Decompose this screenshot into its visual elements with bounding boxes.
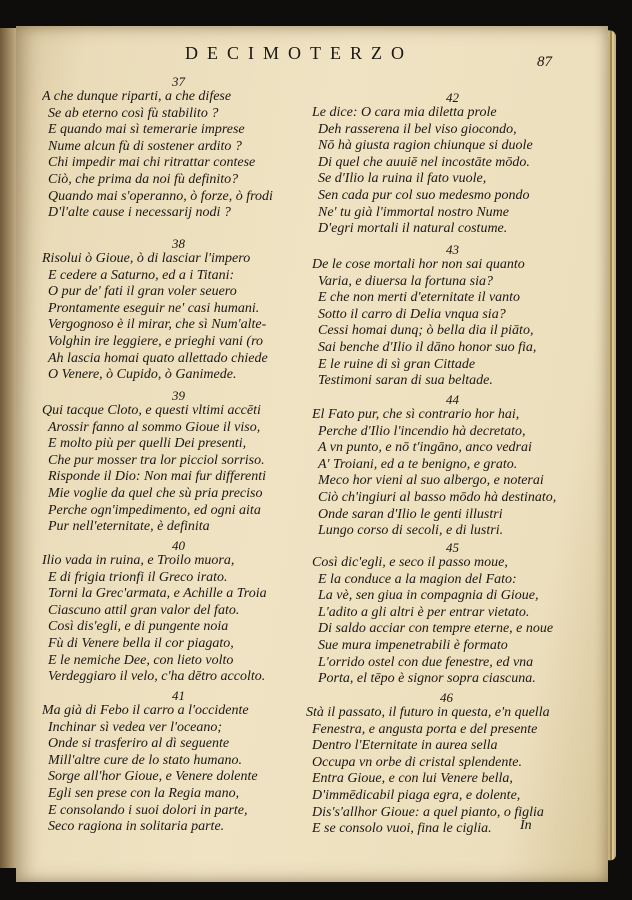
stanza [42,388,308,536]
stanza [306,690,572,838]
stanza [312,242,578,390]
verse-line: Ciò, che prima da noi fù definito? [48,171,239,187]
verse-line: Ma già di Febo il carro a l'occidente [42,703,249,718]
verse-line: A che dunque riparti, a che difese [42,89,232,104]
verse-line: E quando mai sì temerarie imprese [48,122,245,138]
verse-line: Lungo corso di secoli, e di lustri. [318,523,504,539]
verse-line: Testimoni saran di sua beltade. [318,373,493,389]
verse-line: Varia, e diuersa la fortuna sia? [318,273,494,289]
verse-line: Egli sen prese con la Regia mano, [48,785,240,801]
verse-line: Porta, el tēpo è signor sopra ciascuna. [318,671,536,687]
verse-line: L'orrido ostel con due fenestre, ed vna [318,654,534,670]
verse-line: Stà il passato, il futuro in questa, e'n quella [306,705,550,720]
stanza [42,236,308,384]
verse-line: Seco ragiona in solitaria parte. [48,819,225,835]
verse-line: Risolui ò Gioue, ò di lasciar l'impero [42,251,251,266]
verse-line: Volghin ire leggiere, e prieghi vani (ro [48,333,264,349]
verse-line: O Venere, ò Cupido, ò Ganimede. [48,367,237,383]
verse-line: E consolando i suoi dolori in parte, [48,802,248,818]
verse-line: Sue mura impenetrabili è formato [318,637,508,653]
verse-line: E se consolo vuoi, fina le ciglia. [312,821,492,837]
verse-line: O pur de' fati il gran voler seuero [48,284,237,300]
verse-line: D'immēdicabil piaga egra, e dolente, [312,787,521,803]
verse-line: E di frigia trionfi il Greco irato. [48,569,228,585]
verse-line: El Fato pur, che sì contrario hor hai, [312,407,520,422]
page-number: 87 [537,54,552,70]
stanza [42,688,308,836]
verse-line: Quando mai s'operanno, ò forze, ò frodi [48,188,273,204]
verse-line: Onde si trasferiro al dì seguente [48,736,230,752]
verse-line: Perche ogn'impedimento, ed ogni aita [48,502,261,518]
verse-line: Sorge all'hor Gioue, e Venere dolente [48,769,258,785]
verse-line: Se ab eterno così fù stabilito ? [48,105,219,121]
verse-line: Di saldo acciar con tempre eterne, e noue [318,621,554,637]
stanza-number: 43 [446,242,459,257]
verse-line: Prontamente eseguir ne' casi humani. [48,300,260,316]
stanza-number: 37 [172,74,185,89]
stanza-number: 39 [172,388,185,403]
verse-line: Ilio vada in ruina, e Troilo muora, [42,553,235,568]
verse-line: D'l'alte cause i necessarij nodi ? [48,205,231,221]
verse-line: E che non merti d'eternitate il vanto [318,290,521,306]
verse-line: Onde saran d'Ilio le genti illustri [318,506,503,522]
stanza [312,392,578,540]
verse-line: E la conduce a la magion del Fato: [318,571,517,587]
stanza-number: 40 [172,538,185,553]
verse-line: Meco hor vieni al suo albergo, e noterai [318,473,544,489]
verse-line: Fenestra, e angusta porta e del presente [312,721,538,737]
verse-line: Verdeggiaro il velo, c'ha dētro accolto. [48,669,266,685]
stanza [42,74,308,222]
verse-line: E le ruine di sì gran Cittade [318,356,476,372]
verse-line: Ah lascia homai quato allettado chiede [48,350,268,366]
verse-line: Che pur mosser tra lor picciol sorriso. [48,452,265,468]
stanza-number: 41 [172,688,185,703]
verse-line: Pur nell'eternitate, è definita [48,519,210,535]
verse-line: Così dis'egli, e di pungente noia [48,619,229,635]
verse-line: Torni la Grec'armata, e Achille a Troia [48,586,267,602]
verse-line: A vn punto, e nō t'ingāno, anco vedrai [318,440,532,456]
verse-line: Sai benche d'Ilio il dāno honor suo fia, [318,339,537,355]
verse-line: E le nemiche Dee, con lieto volto [48,652,234,668]
verse-line: Chi impedir mai chi ritrattar contese [48,155,256,171]
verse-line: L'adito a gli altri è per entrar vietato. [318,604,530,620]
verse-line: Dentro l'Eternitate in aurea sella [312,738,498,754]
verse-line: Qui tacque Cloto, e questi vltimi accēti [42,403,261,418]
verse-line: D'egri mortali il natural costume. [318,221,508,237]
verse-line: E cedere a Saturno, ed a i Titani: [48,267,235,283]
verse-line: Di quel che auuiē nel incostāte mōdo. [318,154,530,170]
verse-line: Mie voglie da quel che sù pria preciso [48,485,263,501]
verse-line: Cessi homai dunq; ò bella dia il piāto, [318,323,534,339]
verse-line: Nō hà giusta ragion chiunque si duole [318,138,533,154]
verse-line: Dis's'allhor Gioue: a quel pianto, o figlia [312,804,544,820]
verse-line: La vè, sen giua in compagnia di Gioue, [318,588,539,604]
stanza [312,540,578,688]
verse-line: Sotto il carro di Delia vnqua sia? [318,306,506,322]
verse-line: Deh rasserena il bel viso giocondo, [318,121,517,137]
stanza-number: 45 [446,540,459,555]
verse-line: Sen cada pur col suo medesmo pondo [318,187,530,203]
verse-line: Ciò ch'ingiuri al basso mōdo hà destinato, [318,489,557,505]
verse-line: Occupa vn orbe di cristal splendente. [312,754,522,770]
verse-line: Nume alcun fù di sostener ardito ? [48,138,242,154]
verse-line: Così dic'egli, e seco il passo moue, [312,555,508,570]
verse-line: Se d'Ilio la ruina il fato vuole, [318,171,487,187]
verse-line: Vergognoso è il mirar, che sì Num'alte- [48,317,267,333]
stanza-number: 38 [172,236,185,251]
stanza-number: 44 [446,392,459,407]
stanza [312,90,578,238]
verse-line: Inchinar sì vedea ver l'oceano; [48,719,223,735]
running-head: DECIMOTERZO [185,43,413,63]
verse-line: Risponde il Dio: Non mai fur differenti [48,469,267,485]
verse-line: Le dice: O cara mia diletta prole [312,105,497,120]
stanza-number: 42 [446,90,459,105]
stanza [42,538,308,686]
verse-line: Mill'altre cure de lo stato humano. [48,752,243,768]
verse-line: Entra Gioue, e con lui Venere bella, [312,771,513,787]
verse-line: Ne' tu già l'immortal nostro Nume [318,204,509,220]
verse-line: Fù di Venere bella il cor piagato, [48,635,234,651]
verse-line: Ciascuno attil gran valor del fato. [48,602,240,618]
verse-line: E molto più per quelli Dei presenti, [48,436,247,452]
verse-line: Perche d'Ilio l'incendio hà decretato, [318,423,526,439]
stanza-number: 46 [440,690,453,705]
verse-line: A' Troiani, ed a te benigno, e grato. [318,456,518,472]
catchword: In [520,818,532,833]
verse-line: De le cose mortali hor non sai quanto [312,257,525,272]
verse-line: Arossir fanno al sommo Gioue il viso, [48,419,261,435]
